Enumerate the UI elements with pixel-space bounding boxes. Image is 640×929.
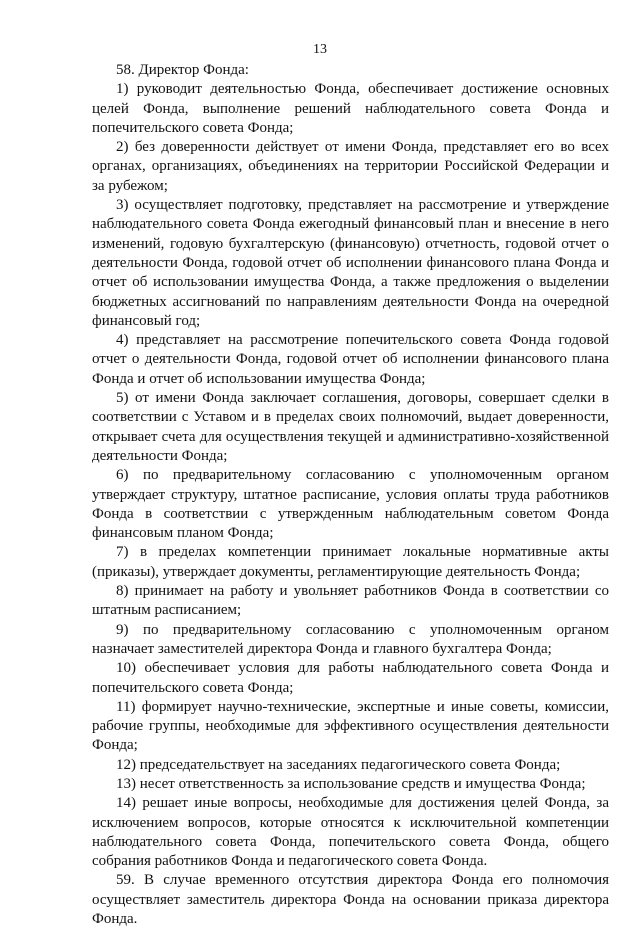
paragraph-item-12: 12) председательствует на заседаниях педагогического совета Фонда; [116,756,561,773]
section-59-paragraph: 59. В случае временного отсутствия директора Фонда его полномочия осуществляет заместитель директора Фонда на основании приказа директора Фонда. [92,872,609,928]
document-body [92,61,609,929]
paragraph-item-4: 4) представляет на рассмотрение попечительского совета Фонда годовой отчет о деятельности Фонда, годовой отчет об исполнении финансового плана Фонда и отчет об использовании имущества Фонда; [92,332,609,387]
paragraph-item-5: 5) от имени Фонда заключает соглашения, договоры, совершает сделки в соответствии с Уставом и в пределах своих полномочий, выдает доверенности, открывает счета для осуществления текущей и административно-хозяйственной деятельности Фонда; [92,390,609,464]
page-number: 13 [313,42,327,57]
section-heading: 58. Директор Фонда: [116,62,249,78]
paragraph-item-1: 1) руководит деятельностью Фонда, обеспечивает достижение основных целей Фонда, выполнение решений наблюдательного совета Фонда и попечительского совета Фонда; [92,81,609,136]
paragraph-item-9: 9) по предварительному согласованию с уполномоченным органом назначает заместителей директора Фонда и главного бухгалтера Фонда; [92,621,609,657]
paragraph-item-13: 13) несет ответственность за использование средств и имущества Фонда; [116,775,586,792]
paragraph-item-14: 14) решает иные вопросы, необходимые для достижения целей Фонда, за исключением вопросов, которые относятся к исключительной компетенции наблюдательного совета Фонда, попечительского совета Фонда, общего собрания работников Фонда и педагогического совета Фонда. [92,795,609,870]
paragraph-item-8: 8) принимает на работу и увольняет работников Фонда в соответствии со штатным расписанием; [92,583,609,619]
paragraph-item-10: 10) обеспечивает условия для работы наблюдательного совета Фонда и попечительского совета Фонда; [92,660,609,696]
paragraph-item-11: 11) формирует научно-технические, экспертные и иные советы, комиссии, рабочие группы, необходимые для эффективного осуществления деятельности Фонда; [92,698,609,754]
paragraph-item-3: 3) осуществляет подготовку, представляет на рассмотрение и утверждение наблюдательного совета Фонда ежегодный финансовый план и внесение в него изменений, годовую бухгалтерскую (финансовую) отчетность, годовой отчет о деятельности Фонда, годовой отчет об исполнении финансового плана Фонда и отчет об использовании имущества Фонда, а также предложения о выделении бюджетных ассигнований по направлениям деятельности Фонда на очередной финансовый год; [92,197,609,329]
paragraph-item-7: 7) в пределах компетенции принимает локальные нормативные акты (приказы), утверждает документы, регламентирующие деятельность Фонда; [92,544,609,580]
paragraph-item-6: 6) по предварительному согласованию с уполномоченным органом утверждает структуру, штатное расписание, условия оплаты труда работников Фонда в соответствии с утвержденным наблюдательным советом Фонда финансовым планом Фонда; [92,467,609,542]
paragraph-item-2: 2) без доверенности действует от имени Фонда, представляет его во всех органах, организациях, объединениях на территории Российской Федерации и за рубежом; [92,139,609,194]
